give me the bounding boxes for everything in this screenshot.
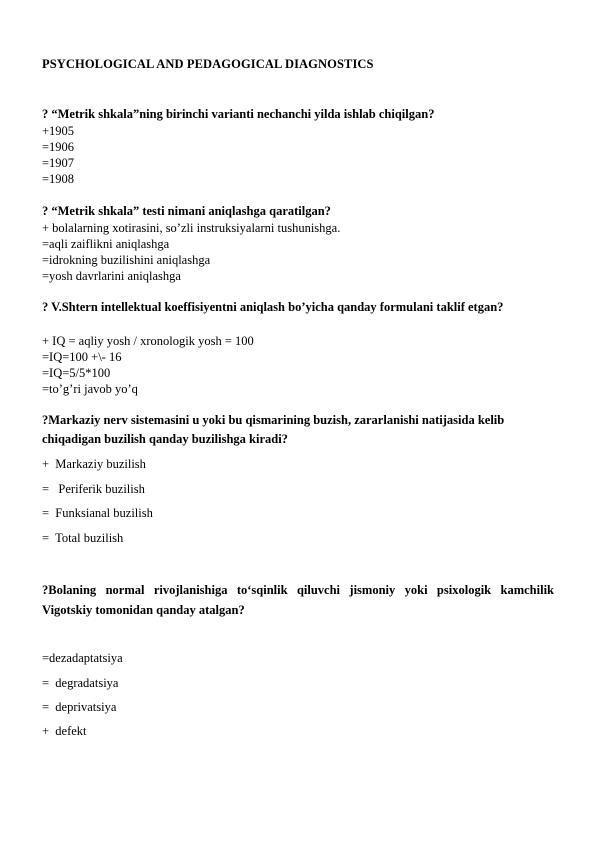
question-4-option-1: + Markaziy buzilish: [42, 457, 146, 471]
question-1: ? “Metrik shkala”ning birinchi varianti nechanchi yilda ishlab chiqilgan?: [42, 107, 435, 121]
question-5: ?Bolaning normal rivojlanishiga to‘sqinlik qiluvchi jismoniy yoki psixologik kamchilik Vigotskiy tomonidan qanday atalgan?: [42, 583, 554, 617]
question-2: ? “Metrik shkala” testi nimani aniqlashga qaratilgan?: [42, 204, 331, 218]
question-4-option-3: = Funksianal buzilish: [42, 506, 153, 520]
question-3-option-1: + IQ = aqliy yosh / xronologik yosh = 100: [42, 334, 254, 348]
question-1-option-1: +1905: [42, 124, 75, 138]
question-4-option-2: = Periferik buzilish: [42, 482, 145, 496]
question-1-option-3: =1907: [42, 156, 75, 170]
question-1-option-4: =1908: [42, 172, 75, 186]
question-3: ? V.Shtern intellektual koeffisiyentni aniqlash bo’yicha qanday formulani taklif etgan?: [42, 300, 504, 314]
question-2-option-1: + bolalarning xotirasini, so’zli instruksiyalarni tushunishga.: [42, 221, 341, 235]
document-title: PSYCHOLOGICAL AND PEDAGOGICAL DIAGNOSTICS: [42, 57, 374, 71]
question-4-option-4: = Total buzilish: [42, 531, 124, 545]
question-2-option-2: =aqli zaiflikni aniqlashga: [42, 237, 170, 251]
question-2-option-3: =idrokning buzilishini aniqlashga: [42, 253, 211, 267]
question-3-option-3: =IQ=5/5*100: [42, 366, 111, 380]
question-2-option-4: =yosh davrlarini aniqlashga: [42, 269, 181, 283]
question-4: ?Markaziy nerv sistemasini u yoki bu qismarining buzish, zararlanishi natijasida kelib chiqadigan buzilish qanday buzilishga kiradi?: [42, 413, 505, 446]
question-5-option-3: = deprivatsiya: [42, 700, 117, 714]
question-3-option-4: =to’g’ri javob yo’q: [42, 382, 138, 396]
question-5-option-4: + defekt: [42, 724, 87, 738]
question-3-option-2: =IQ=100 +\- 16: [42, 350, 122, 364]
question-1-option-2: =1906: [42, 140, 75, 154]
question-5-option-1: =dezadaptatsiya: [42, 651, 123, 665]
question-5-option-2: = degradatsiya: [42, 676, 119, 690]
